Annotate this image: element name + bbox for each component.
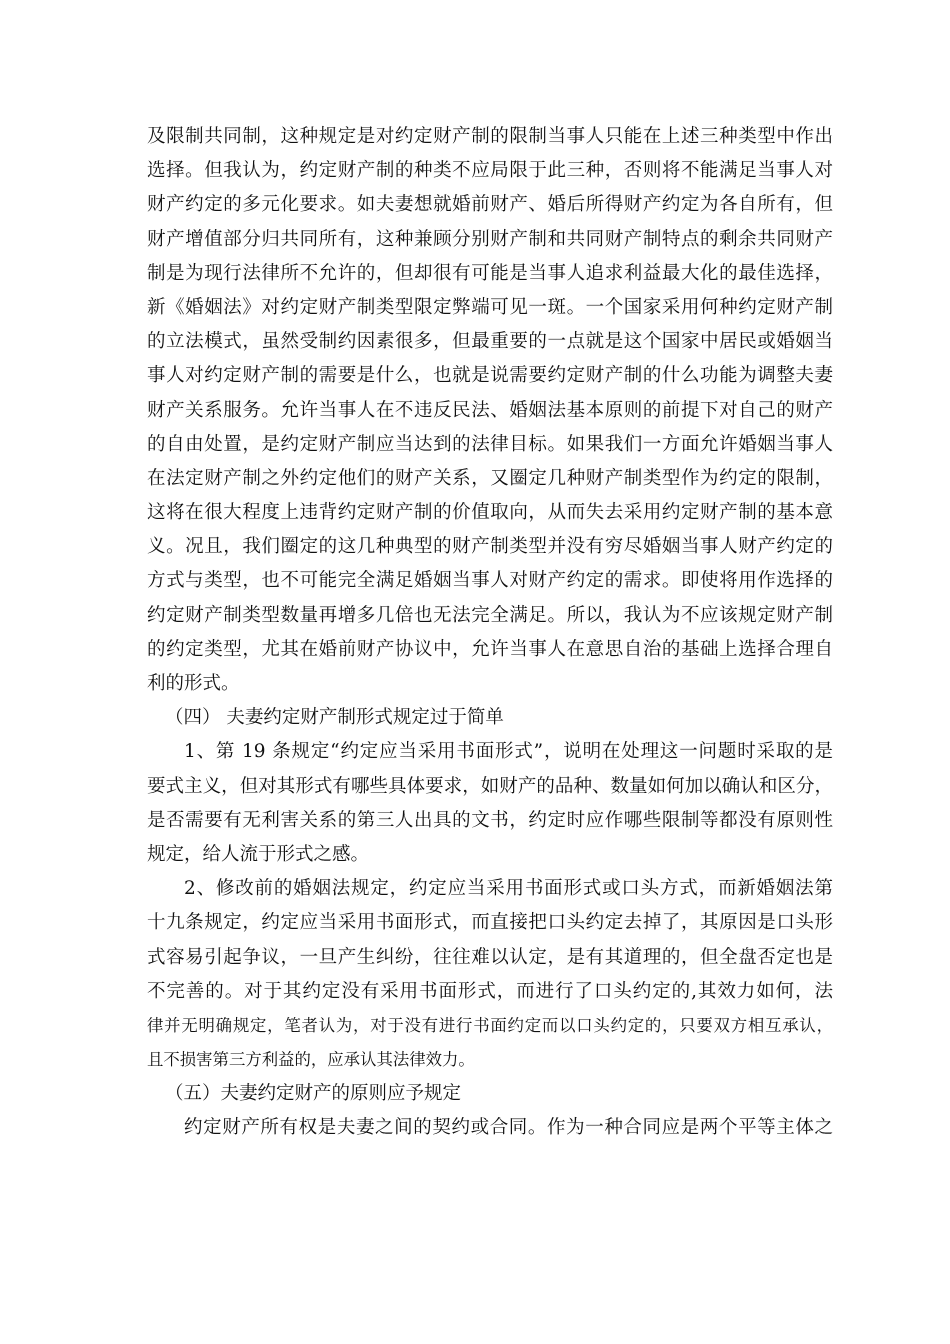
text-line: 是否需要有无利害关系的第三人出具的文书，约定时应作哪些限制等都没有原则性 [147, 809, 833, 831]
text-line: 选择。但我认为，约定财产制的种类不应局限于此三种，否则将不能满足当事人对 [147, 160, 833, 182]
text-line: 不完善的。对于其约定没有采用书面形式，而进行了口头约定的,其效力如何，法 [147, 980, 833, 1002]
text-line: 约定财产制类型数量再增多几倍也无法完全满足。所以，我认为不应该规定财产制 [147, 604, 833, 626]
text-line: 的立法模式，虽然受制约因素很多，但最重要的一点就是这个国家中居民或婚姻当 [147, 331, 833, 353]
text-line: 这将在很大程度上违背约定财产制的价值取向，从而失去采用约定财产制的基本意 [147, 502, 833, 524]
text-line: 的约定类型，尤其在婚前财产协议中，允许当事人在意思自治的基础上选择合理自 [147, 638, 833, 660]
text-line: 的自由处置，是约定财产制应当达到的法律目标。如果我们一方面允许婚姻当事人 [147, 433, 833, 455]
text-line: 约定财产所有权是夫妻之间的契约或合同。作为一种合同应是两个平等主体之 [184, 1117, 833, 1139]
text-line: 规定，给人流于形式之感。 [147, 843, 370, 865]
text-line: 2、修改前的婚姻法规定，约定应当采用书面形式或口头方式，而新婚姻法第 [184, 878, 833, 900]
text-line: 财产约定的多元化要求。如夫妻想就婚前财产、婚后所得财产约定为各自所有，但 [147, 194, 833, 216]
text-line: 要式主义，但对其形式有哪些具体要求，如财产的品种、数量如何加以确认和区分， [147, 775, 833, 797]
text-line: 在法定财产制之外约定他们的财产关系，又圈定几种财产制类型作为约定的限制， [147, 467, 833, 489]
text-line: 义。况且，我们圈定的这几种典型的财产制类型并没有穷尽婚姻当事人财产约定的 [147, 536, 833, 558]
text-line: 式容易引起争议，一旦产生纠纷，往往难以认定，是有其道理的，但全盘否定也是 [147, 946, 833, 968]
document-body [147, 120, 833, 1146]
section-heading: （四） 夫妻约定财产制形式规定过于简单 [165, 707, 504, 729]
text-line: 且不损害第三方利益的，应承认其法律效力。 [147, 1050, 475, 1070]
text-line: 十九条规定，约定应当采用书面形式，而直接把口头约定去掉了，其原因是口头形 [147, 912, 833, 934]
text-line: 制是为现行法律所不允许的，但却很有可能是当事人追求利益最大化的最佳选择， [147, 262, 833, 284]
text-line: 1、第 19 条规定“约定应当采用书面形式”，说明在处理这一问题时采取的是 [184, 741, 833, 763]
text-line: 利的形式。 [147, 673, 240, 694]
text-line: 新《婚姻法》对约定财产制类型限定弊端可见一斑。一个国家采用何种约定财产制 [147, 296, 833, 318]
section-heading: （五）夫妻约定财产的原则应予规定 [165, 1083, 462, 1105]
text-line: 事人对约定财产制的需要是什么，也就是说需要约定财产制的什么功能为调整夫妻 [147, 365, 833, 387]
text-line: 律并无明确规定，笔者认为，对于没有进行书面约定而以口头约定的，只要双方相互承认， [147, 1015, 833, 1035]
text-line: 方式与类型，也不可能完全满足婚姻当事人对财产约定的需求。即使将用作选择的 [147, 570, 833, 592]
text-line: 财产增值部分归共同所有，这种兼顾分别财产制和共同财产制特点的剩余共同财产 [147, 228, 833, 250]
text-line: 财产关系服务。允许当事人在不违反民法、婚姻法基本原则的前提下对自己的财产 [147, 399, 833, 421]
text-line: 及限制共同制，这种规定是对约定财产制的限制当事人只能在上述三种类型中作出 [147, 126, 833, 147]
